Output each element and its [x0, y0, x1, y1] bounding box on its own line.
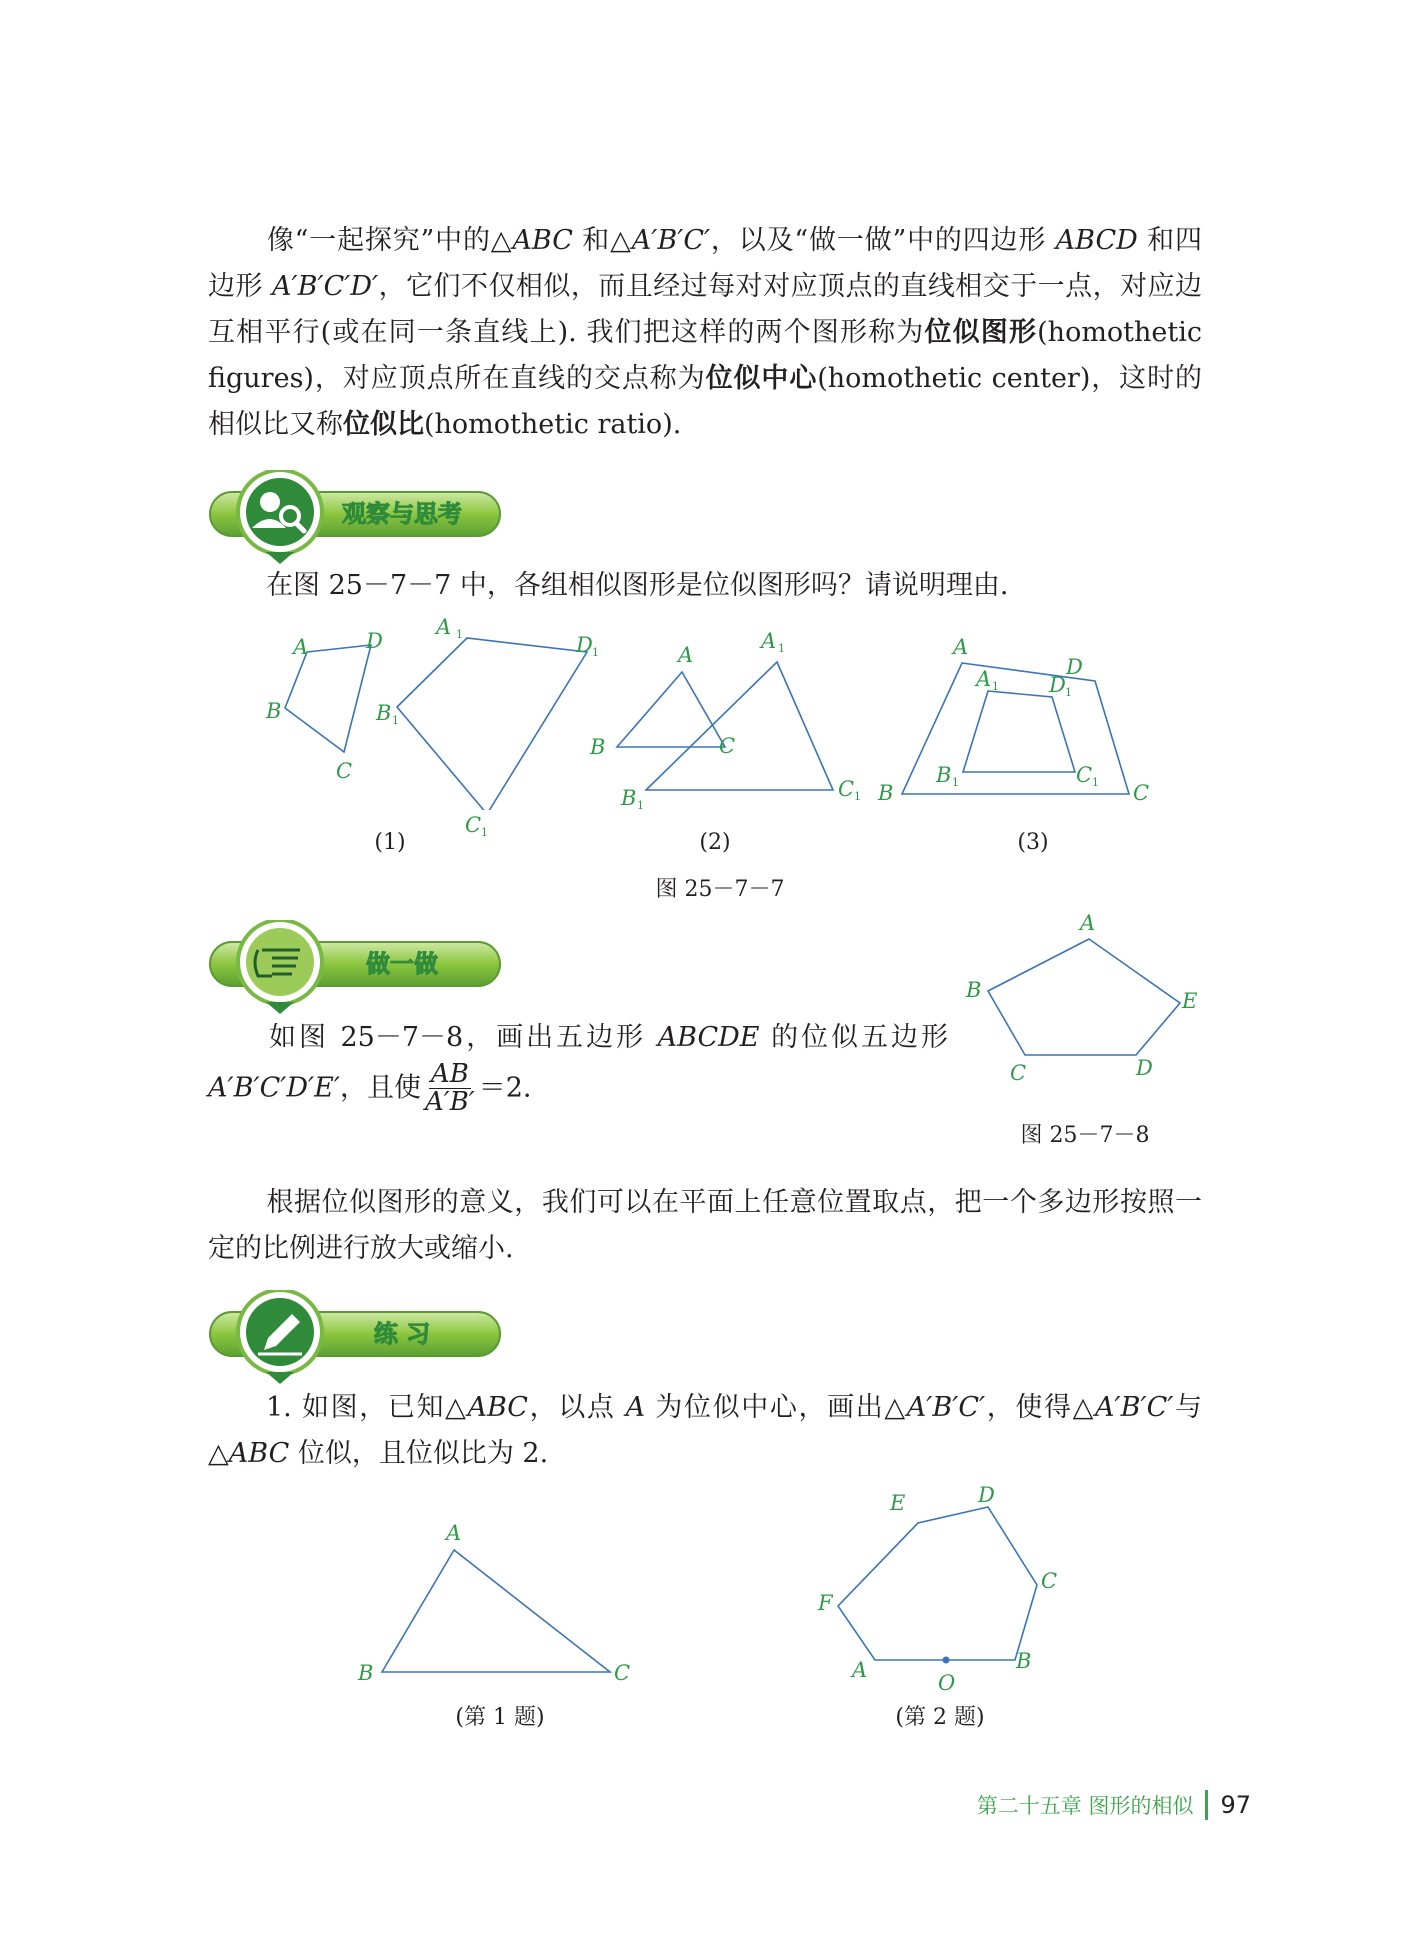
term-homothetic-figures: 位似图形	[924, 317, 1038, 348]
sub-caption-1: (1)	[374, 830, 406, 855]
label-A-2: A	[678, 643, 694, 667]
svg-text:1: 1	[1092, 776, 1099, 789]
term-homothetic-center: 位似中心	[705, 363, 818, 394]
label-B1-2: B	[621, 786, 637, 810]
svg-text:1: 1	[778, 642, 785, 655]
svg-text:练 习: 练 习	[373, 1320, 431, 1348]
footer-divider	[1205, 1790, 1208, 1820]
label-B1-1: B	[376, 701, 392, 725]
svg-text:1: 1	[456, 628, 463, 641]
figure-caption-25-7-8: 图 25－7－8	[1020, 1123, 1150, 1148]
hexagon-abcdef	[838, 1507, 1037, 1660]
figure-25-7-8	[950, 905, 1210, 1109]
label-A: A	[852, 1658, 868, 1682]
label-D-1: D	[366, 629, 383, 653]
svg-text:1: 1	[637, 799, 644, 812]
label-B: B	[1016, 1649, 1032, 1673]
chapter-title: 第二十五章 图形的相似	[976, 1794, 1194, 1818]
label-D-3: D	[1066, 655, 1083, 679]
label-B1-3: B	[936, 763, 952, 787]
svg-text:1: 1	[854, 790, 861, 803]
exercise-2-figure	[800, 1470, 1080, 1704]
label-A-3: A	[953, 635, 969, 659]
svg-text:1: 1	[952, 776, 959, 789]
observe-think-banner	[206, 470, 506, 566]
observe-question: 在图 25－7－7 中，各组相似图形是位似图形吗？请说明理由.	[266, 570, 1009, 601]
exercise-2-caption: (第 2 题)	[895, 1705, 985, 1730]
label-C1-1: C	[465, 813, 482, 837]
label-B-3: B	[878, 781, 894, 805]
exercise-1-figure	[340, 1500, 660, 1704]
label-B: B	[358, 1661, 374, 1685]
term-homothetic-ratio: 位似比	[343, 409, 424, 440]
pentagon-abcde	[988, 939, 1180, 1055]
do-it-banner	[206, 920, 506, 1016]
label-A-1: A	[293, 635, 309, 659]
label-A: A	[446, 1521, 462, 1545]
svg-text:1: 1	[392, 714, 399, 727]
exercise-1: 1. 如图，已知△ABC，以点 A 为位似中心，画出△A′B′C′，使得△A′B′C′与△ABC 位似，且位似比为 2.	[208, 1392, 1203, 1469]
label-C: C	[1041, 1569, 1058, 1593]
label-E: E	[890, 1491, 906, 1515]
label-A: A	[1080, 911, 1096, 935]
label-C-1: C	[336, 759, 353, 783]
label-F: F	[818, 1591, 833, 1615]
svg-text:1: 1	[592, 646, 599, 659]
svg-text:1: 1	[1065, 686, 1072, 699]
label-A1-1: A	[436, 615, 452, 639]
fraction-ab-over-apbp: $\frac{AB}{A'B'}$	[425, 1059, 475, 1118]
page-number: 97	[1220, 1791, 1251, 1819]
label-B-1: B	[266, 699, 282, 723]
figure-caption-25-7-7: 图 25－7－7	[655, 877, 785, 902]
label-A1-3: A	[976, 667, 992, 691]
practice-banner	[206, 1290, 506, 1386]
sub-caption-2: (2)	[699, 830, 731, 855]
exercise-1-caption: (第 1 题)	[455, 1705, 545, 1730]
meaning-paragraph: 根据位似图形的意义，我们可以在平面上任意位置取点，把一个多边形按照一定的比例进行放大或缩小.	[208, 1187, 1202, 1264]
svg-text:做一做: 做一做	[366, 950, 438, 978]
page-footer	[977, 1790, 1251, 1820]
label-B: B	[966, 978, 982, 1002]
label-B-2: B	[590, 735, 606, 759]
label-C-3: C	[1133, 781, 1150, 805]
label-C: C	[614, 1661, 631, 1685]
label-C: C	[1010, 1061, 1027, 1085]
label-D: D	[978, 1483, 995, 1507]
svg-text:1: 1	[481, 826, 488, 839]
label-A1-2: A	[761, 629, 777, 653]
svg-text:1: 1	[992, 680, 999, 693]
label-D1-1: D	[576, 633, 593, 657]
label-E: E	[1182, 989, 1198, 1013]
triangle-abc	[382, 1550, 610, 1672]
label-D: D	[1136, 1056, 1153, 1080]
intro-paragraph: 像“一起探究”中的△ABC 和△A′B′C′，以及“做一做”中的四边形 ABCD 和四边形 A′B′C′D′，它们不仅相似，而且经过每对对应顶点的直线相交于一点，对应边互相平行(或在同一条直线上). 我们把这样的两个图形称为位似图形(homothetic figures)，对应顶点所在直线的交点称为位似中心(homothetic center)，这时的相似比又称位似比(homothetic ratio).	[208, 225, 1203, 440]
label-C1-2: C	[838, 777, 855, 801]
point-O	[943, 1657, 950, 1664]
do-it-text: 如图 25－7－8，画出五边形 ABCDE 的位似五边形 A′B′C′D′E′，且使 $\frac{AB}{A'B'}$ ＝2.	[208, 1022, 948, 1118]
label-O: O	[938, 1671, 956, 1695]
label-D1-3: D	[1049, 673, 1066, 697]
label-C-2: C	[719, 734, 736, 758]
label-C1-3: C	[1076, 763, 1093, 787]
sub-caption-3: (3)	[1017, 830, 1049, 855]
svg-text:观察与思考: 观察与思考	[342, 500, 462, 528]
